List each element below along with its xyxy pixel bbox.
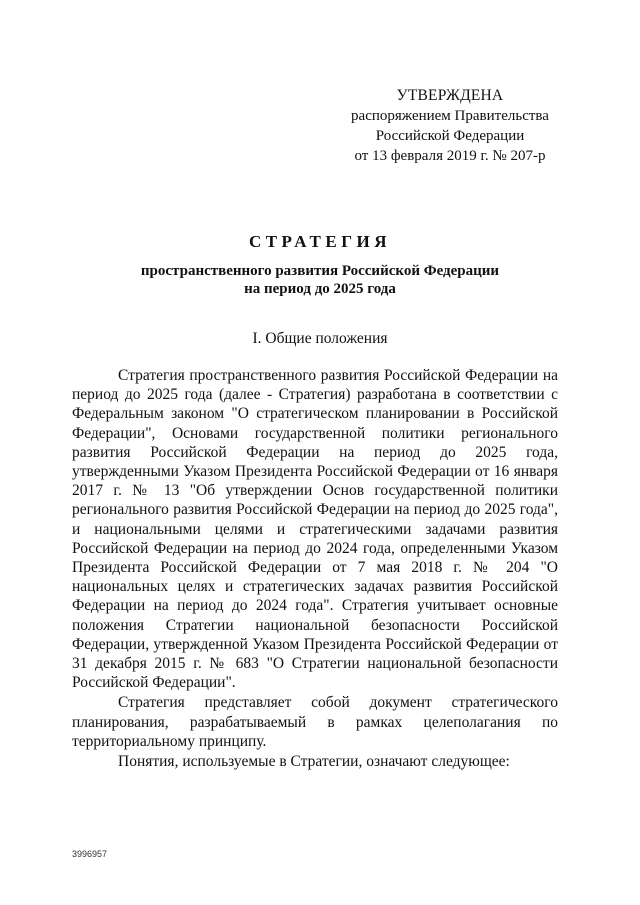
- document-id: 3996957: [72, 849, 108, 859]
- approval-stamp: [330, 86, 570, 166]
- subtitle-line-2: на период до 2025 года: [244, 281, 396, 297]
- approval-line-1: распоряжением Правительства: [351, 108, 549, 124]
- approval-line-2: Российской Федерации: [375, 128, 525, 144]
- paragraph-1: Стратегия пространственного развития Российской Федерации на период до 2025 года (далее - Стратегия) разработана в соответствии с Федеральным законом "О стратегическом планировании в Российской Федерации", Основами государственной политики регионального развития Российской Федерации на период до 2025 года, утвержденными Указом Президента Российской Федерации от 16 января 2017 г. № 13 "Об утверждении Основ государственной политики регионального развития Российской Федерации на период до 2025 года", и национальными целями и стратегическими задачами развития Российской Федерации на период до 2024 года, определенными Указом Президента Российской Федерации от 7 мая 2018 г. № 204 "О национальных целях и стратегических задачах развития Российской Федерации на период до 2024 года". Стратегия учитывает основные положения Стратегии национальной безопасности Российской Федерации, утвержденной Указом Президента Российской Федерации от 31 декабря 2015 г. № 683 "О Стратегии национальной безопасности Российской Федерации".: [72, 367, 558, 692]
- approval-line-3: от 13 февраля 2019 г. № 207-р: [354, 148, 546, 164]
- document-subtitle: [0, 262, 640, 298]
- approval-word: УТВЕРЖДЕНА: [396, 87, 504, 104]
- section-heading: I. Общие положения: [252, 330, 388, 347]
- subtitle-line-1: пространственного развития Российской Федерации: [140, 263, 500, 279]
- document-title: СТРАТЕГИЯ: [248, 232, 392, 251]
- body-text: [72, 366, 558, 772]
- paragraph-3: Понятия, используемые в Стратегии, означают следующее:: [118, 753, 510, 771]
- paragraph-2: Стратегия представляет собой документ стратегического планирования, разрабатываемый в рамках целеполагания по территориальному принципу.: [72, 694, 558, 750]
